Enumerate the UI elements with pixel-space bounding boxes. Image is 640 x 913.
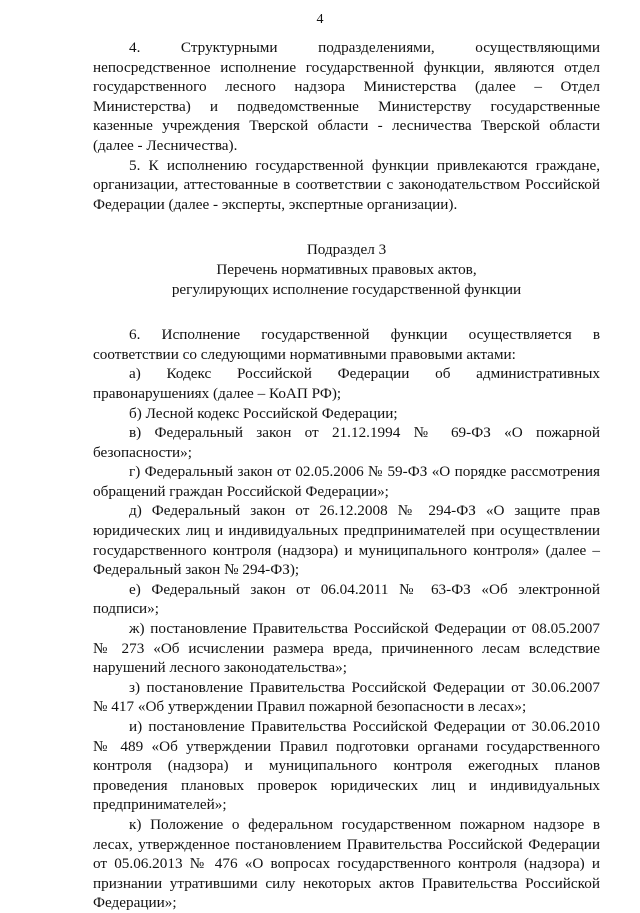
paragraph-6: 6. Исполнение государственной функции осуществляется в соответствии со следующими нормативными правовыми актами:: [93, 326, 600, 363]
spacer: [93, 299, 600, 325]
paragraph-4: 4. Структурными подразделениями, осуществляющими непосредственное исполнение государственной функции, являются отдел государственного лесного надзора Министерства (далее – Отдел Министерства) и подведомственные Министерству государственные казенные учреждения Тверской области - лесничества Тверской области (далее - Лесничества).: [93, 39, 600, 154]
paragraph-5: 5. К исполнению государственной функции привлекаются граждане, организации, аттестованные в соответствии с законодательством Российской Федерации (далее - эксперты, экспертные организации).: [93, 156, 600, 213]
list-item-i: и) постановление Правительства Российской Федерации от 30.06.2010 № 489 «Об утверждении Правил подготовки органами государственного контроля (надзора) и муниципального контроля ежегодных планов проведения плановых проверок юридических лиц и индивидуальных предпринимателей»;: [93, 718, 600, 814]
list-item-z: з) постановление Правительства Российской Федерации от 30.06.2007 № 417 «Об утверждении Правил пожарной безопасности в лесах»;: [93, 678, 600, 716]
page-number: 4: [316, 12, 324, 27]
list-item-a: а) Кодекс Российской Федерации об административных правонарушениях (далее – КоАП РФ);: [93, 365, 600, 402]
list-item-k: к) Положение о федеральном государственном пожарном надзоре в лесах, утвержденное постановлением Правительства Российской Федерации от 05.06.2013 № 476 «О вопросах государственного контроля (надзора) и признании утратившими силу некоторых актов Правительства Российской Федерации»;: [93, 815, 600, 912]
list-item-zh: ж) постановление Правительства Российской Федерации от 08.05.2007 № 273 «Об исчислении размера вреда, причиненного лесам вследствие нарушений лесного законодательства»;: [93, 620, 600, 677]
list-item-g: г) Федеральный закон от 02.05.2006 № 59-ФЗ «О порядке рассмотрения обращений граждан Российской Федерации»;: [93, 463, 600, 500]
list-item-v: в) Федеральный закон от 21.12.1994 № 69-ФЗ «О пожарной безопасности»;: [93, 424, 600, 461]
list-item-e: е) Федеральный закон от 06.04.2011 № 63-ФЗ «Об электронной подписи»;: [93, 580, 600, 618]
list-item-b: б) Лесной кодекс Российской Федерации;: [129, 404, 398, 422]
document-body: [93, 38, 600, 913]
subsection-title: Подраздел 3: [306, 241, 387, 259]
subsection-heading-line-1: Перечень нормативных правовых актов,: [216, 260, 477, 278]
subsection-heading-line-2: регулирующих исполнение государственной функции: [171, 280, 522, 298]
list-item-d: д) Федеральный закон от 26.12.2008 № 294-ФЗ «О защите прав юридических лиц и индивидуальных предпринимателей при осуществлении государственного контроля (надзора) и муниципального контроля» (далее – Федеральный закон № 294-ФЗ);: [93, 502, 600, 579]
spacer: [93, 214, 600, 240]
